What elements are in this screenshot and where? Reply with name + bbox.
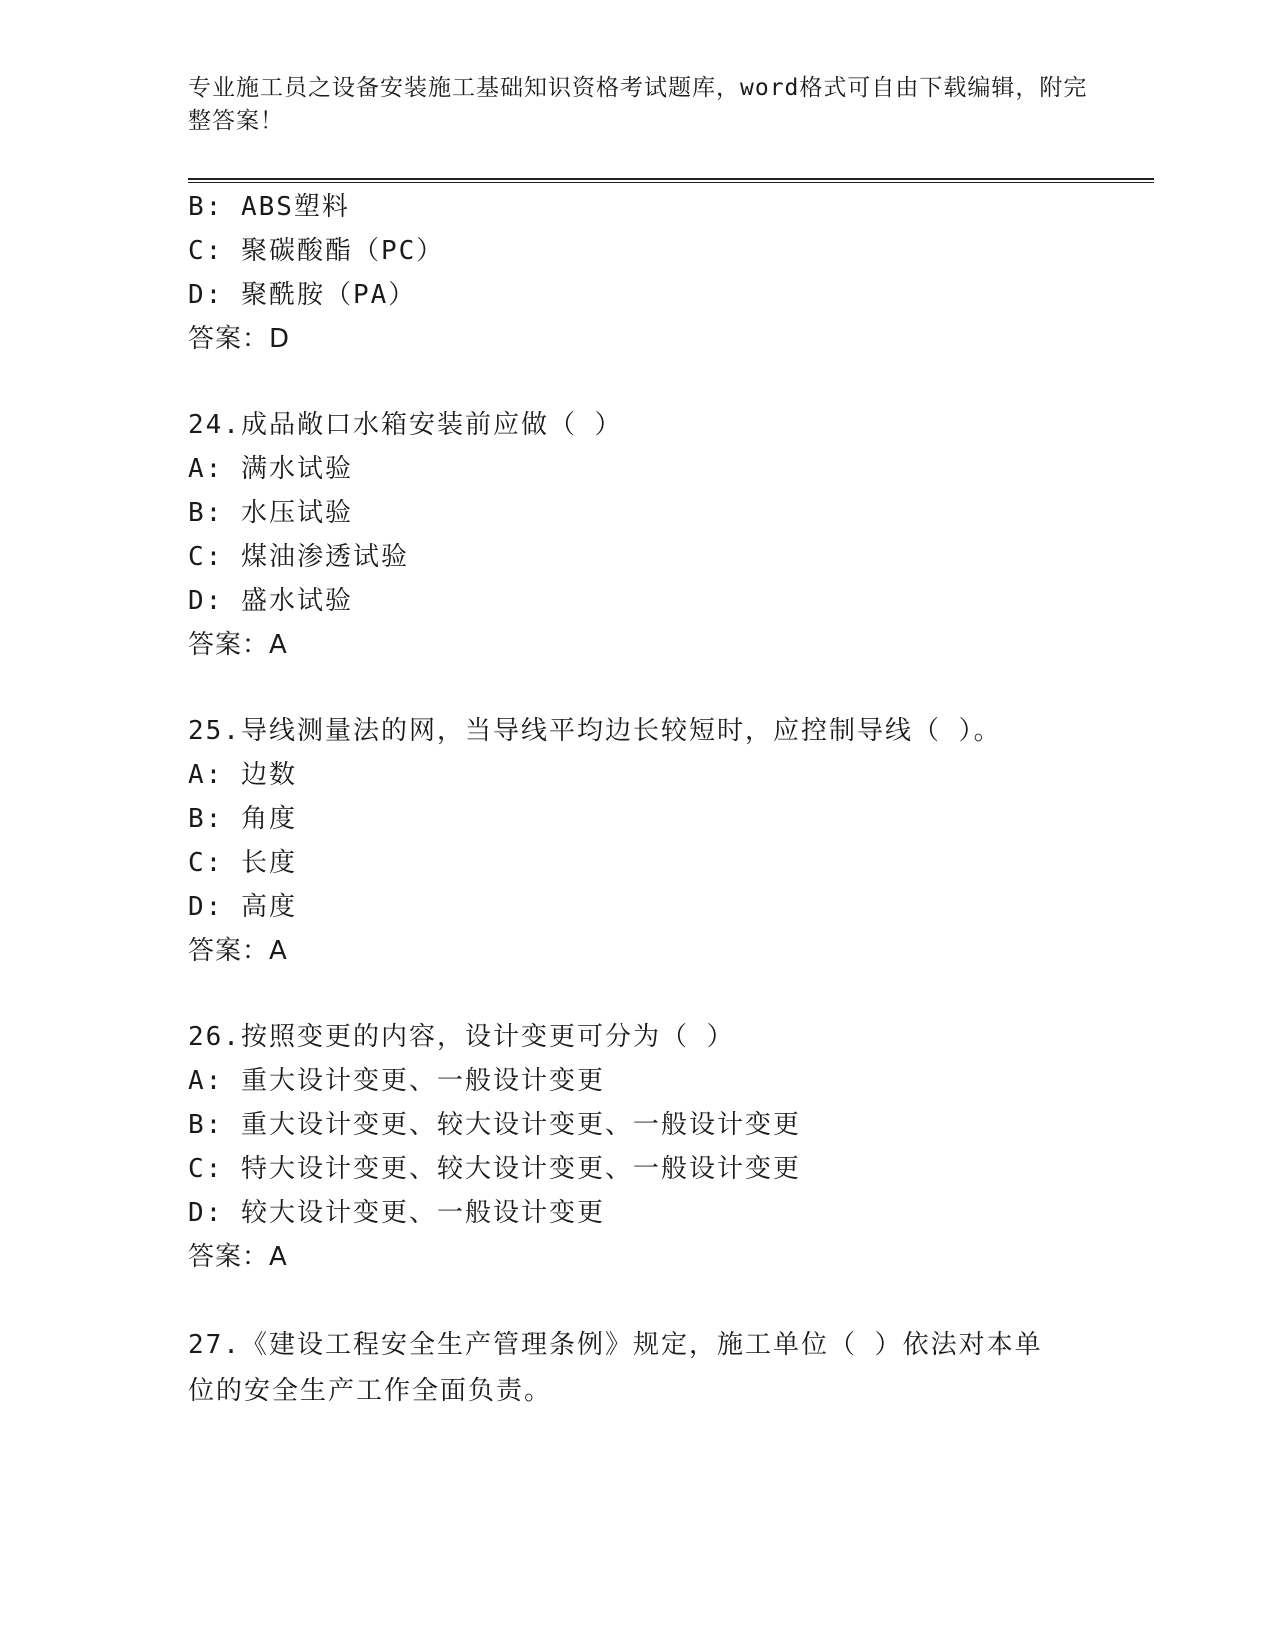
q25-option-a: A: 边数 bbox=[188, 760, 297, 790]
q26-option-b: B: 重大设计变更、较大设计变更、一般设计变更 bbox=[188, 1110, 801, 1140]
q24-option-b: B: 水压试验 bbox=[188, 498, 353, 528]
q25-answer: 答案：A bbox=[188, 936, 288, 966]
document-header: 专业施工员之设备安装施工基础知识资格考试题库，word格式可自由下载编辑，附完整答案！ bbox=[188, 75, 1088, 134]
q23-option-b: B: ABS塑料 bbox=[188, 192, 350, 222]
q24-title: 24.成品敞口水箱安装前应做（ ） bbox=[188, 410, 623, 440]
q23-answer: 答案：D bbox=[188, 324, 291, 354]
q24-option-c: C: 煤油渗透试验 bbox=[188, 542, 409, 572]
q27-title: 27.《建设工程安全生产管理条例》规定，施工单位（ ）依法对本单位的安全生产工作全面负责。 bbox=[188, 1330, 1043, 1406]
q26-option-a: A: 重大设计变更、一般设计变更 bbox=[188, 1066, 605, 1096]
q23-option-c: C: 聚碳酸酯（PC） bbox=[188, 236, 445, 266]
q24-option-a: A: 满水试验 bbox=[188, 454, 353, 484]
q24-option-d: D: 盛水试验 bbox=[188, 586, 353, 616]
header-divider bbox=[188, 178, 1154, 183]
q23-option-d: D: 聚酰胺（PA） bbox=[188, 280, 417, 310]
q25-option-c: C: 长度 bbox=[188, 848, 297, 878]
q26-option-d: D: 较大设计变更、一般设计变更 bbox=[188, 1198, 605, 1228]
q26-option-c: C: 特大设计变更、较大设计变更、一般设计变更 bbox=[188, 1154, 801, 1184]
q25-option-b: B: 角度 bbox=[188, 804, 297, 834]
q26-answer: 答案：A bbox=[188, 1242, 288, 1272]
q26-title: 26.按照变更的内容，设计变更可分为（ ） bbox=[188, 1022, 735, 1052]
q25-option-d: D: 高度 bbox=[188, 892, 297, 922]
q25-title: 25.导线测量法的网，当导线平均边长较短时，应控制导线（ ）。 bbox=[188, 716, 1002, 746]
q24-answer: 答案：A bbox=[188, 630, 288, 660]
